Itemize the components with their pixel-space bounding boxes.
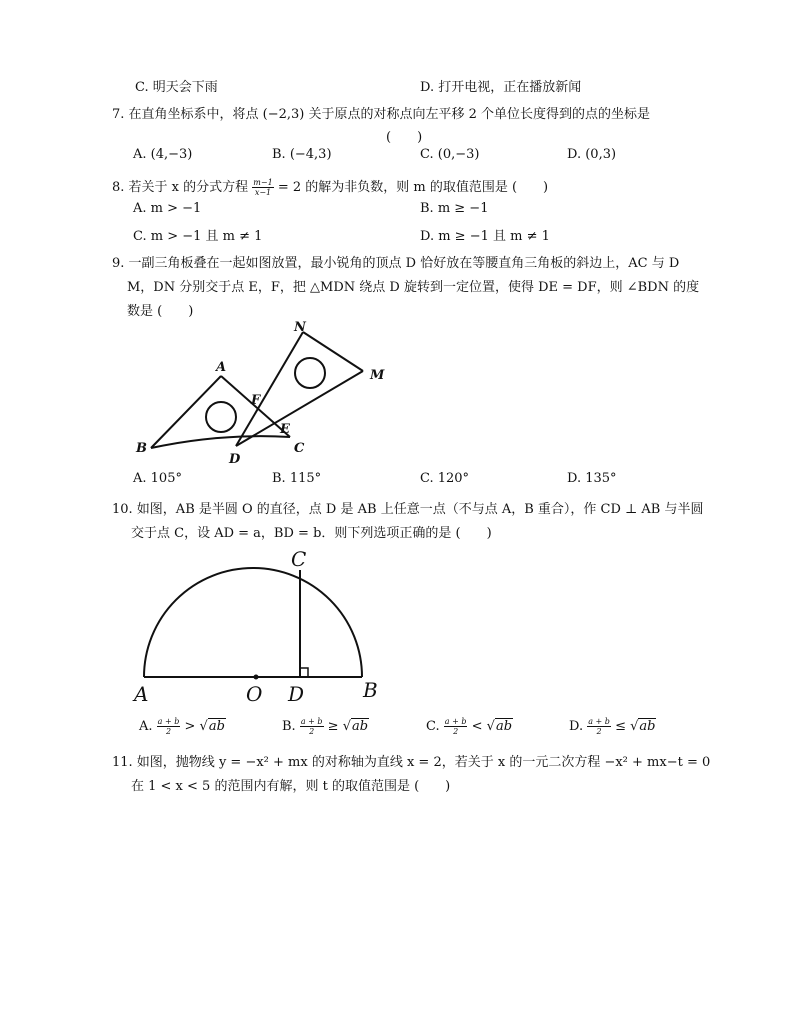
q10-option-a-num: a + b (157, 717, 180, 726)
q10-option-c-radicand: ab (495, 719, 513, 734)
q10-option-a-relation: > (184, 719, 196, 734)
q8-option-b: B. m ≥ −1 (420, 201, 489, 216)
q7-option-a: A. (4,−3) (133, 147, 193, 162)
prev-option-d: D. 打开电视，正在播放新闻 (420, 80, 582, 95)
q11-line2: 在 1 < x < 5 的范围内有解，则 t 的取值范围是 ( ) (131, 779, 451, 794)
q10-label-b: B (363, 678, 378, 702)
q8-frac-num: m−1 (253, 178, 273, 187)
q10-line1: 10. 如图，AB 是半圆 O 的直径，点 D 是 AB 上任意一点（不与点 A，B 重合），作 CD ⊥ AB 与半圆 (112, 502, 704, 517)
q9-line3: 数是 ( ) (127, 304, 194, 319)
q8-frac-den: x−1 (254, 188, 272, 197)
q10-option-d-radicand: ab (639, 719, 656, 734)
q8-stem (112, 176, 548, 197)
q10-option-d-num: a + b (588, 717, 610, 726)
q10-option-d-relation: ≤ (615, 719, 626, 734)
q9-option-b: B. 115° (272, 471, 322, 486)
q10-semicircle-figure (130, 544, 392, 706)
q10-semicircle-arc (144, 568, 362, 677)
q10-label-d: D (288, 682, 305, 706)
q9-side-nm (303, 332, 363, 371)
q10-option-a-radicand: ab (208, 719, 225, 734)
q8-option-c: C. m > −1 且 m ≠ 1 (133, 229, 263, 244)
q9-side-dm (236, 371, 363, 446)
prev-option-c: C. 明天会下雨 (135, 80, 218, 95)
q10-option-a: A. $\frac{a + b}{2}$ > √ab (139, 717, 225, 736)
q8-fraction (252, 178, 273, 197)
q10-option-b-num: a + b (300, 717, 323, 726)
q10-option-c-num: a + b (444, 717, 467, 726)
q7-stem: 7. 在直角坐标系中，将点 (−2,3) 关于原点的对称点向左平移 2 个单位长度得到的点的坐标是 (112, 107, 651, 122)
q10-option-b-den: 2 (309, 727, 315, 736)
q9-side-ab (151, 376, 221, 448)
q10-option-c-relation: < (471, 719, 483, 734)
q9-side-bc (151, 436, 290, 448)
q9-label-a: A (216, 360, 227, 375)
q8-option-a: A. m > −1 (133, 201, 202, 216)
q10-label-c: C (291, 547, 307, 571)
q10-option-a-letter: A. (139, 719, 153, 734)
q9-line2: M，DN 分别交于点 E，F，把 △MDN 绕点 D 旋转到一定位置，使得 DE = DF，则 ∠BDN 的度 (127, 280, 700, 295)
q10-option-b-radicand: ab (352, 719, 369, 734)
q10-option-d-letter: D. (569, 719, 584, 734)
q9-label-m: M (370, 368, 385, 383)
q9-line1: 9. 一副三角板叠在一起如图放置，最小锐角的顶点 D 恰好放在等腰直角三角板的斜边上，AC 与 D (112, 256, 680, 271)
q10-center-point (254, 675, 259, 680)
q10-option-c-den: 2 (453, 727, 459, 736)
q8-stem-pre: 8. 若关于 x 的分式方程 (112, 180, 249, 195)
q8-option-d: D. m ≥ −1 且 m ≠ 1 (420, 229, 550, 244)
q9-hole-mdn (295, 358, 325, 388)
q10-option-b: B. $\frac{a + b}{2}$ ≥ √ab (282, 717, 369, 736)
q7-answer-blank: ( ) (386, 130, 423, 145)
q10-option-a-den: 2 (165, 727, 172, 736)
q8-stem-post: = 2 的解为非负数，则 m 的取值范围是 ( ) (277, 180, 549, 195)
q10-label-a: A (134, 682, 149, 706)
q7-option-d: D. (0,3) (567, 147, 617, 162)
q10-label-o: O (246, 682, 263, 706)
q9-side-dn (236, 332, 303, 446)
q10-option-d-den: 2 (596, 727, 602, 736)
q10-option-c: C. $\frac{a + b}{2}$ < √ab (426, 717, 513, 736)
q9-option-d: D. 135° (567, 471, 617, 486)
q10-option-c-letter: C. (426, 719, 440, 734)
q9-label-d: D (229, 452, 241, 466)
q9-label-f: F (251, 393, 261, 408)
q9-option-c: C. 120° (420, 471, 470, 486)
q10-right-angle-mark (300, 668, 308, 677)
q9-label-n: N (294, 320, 306, 335)
q9-label-e: E (280, 422, 290, 437)
q7-option-b: B. (−4,3) (272, 147, 332, 162)
q9-hole-abc (206, 402, 236, 432)
q7-option-c: C. (0,−3) (420, 147, 480, 162)
q9-label-b: B (136, 441, 147, 456)
q9-option-a: A. 105° (133, 471, 182, 486)
q10-option-b-letter: B. (282, 719, 296, 734)
q10-line2: 交于点 C，设 AD = a，BD = b．则下列选项正确的是 ( ) (131, 526, 492, 541)
q11-line1: 11. 如图，抛物线 y = −x² + mx 的对称轴为直线 x = 2，若关于 x 的一元二次方程 −x² + mx−t = 0 (112, 755, 711, 770)
q9-triangle-figure (130, 318, 400, 466)
q9-label-c: C (294, 441, 305, 456)
q10-option-d: D. $\frac{a + b}{2}$ ≤ √ab (569, 717, 656, 736)
q10-option-b-relation: ≥ (327, 719, 339, 734)
